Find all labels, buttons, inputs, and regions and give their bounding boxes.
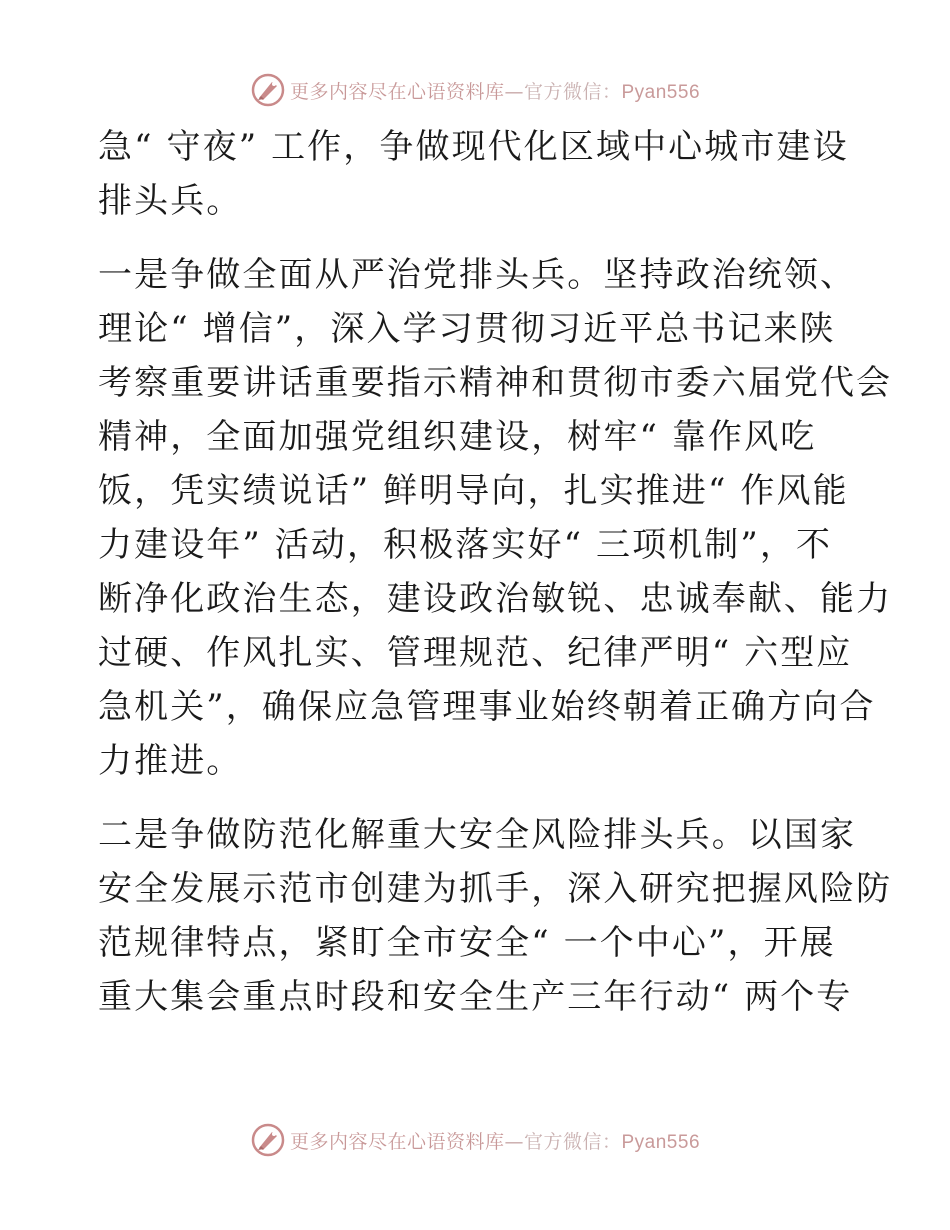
text-line: 一是争做全面从严治党排头兵。坚持政治统领、 bbox=[98, 255, 857, 295]
text-line: 精神，全面加强党组织建设，树牢“ 靠作风吃 bbox=[98, 417, 817, 457]
pen-nib-logo-icon bbox=[250, 72, 286, 108]
watermark-site-name: 更多内容尽在心语资料库 bbox=[289, 80, 505, 103]
text-line: 急“ 守夜” 工作，争做现代化区域中心城市建设 bbox=[98, 127, 849, 167]
pen-nib-logo-icon bbox=[250, 1122, 286, 1158]
watermark-wechat-id: Pyan556 bbox=[621, 81, 701, 103]
text-line: 范规律特点，紧盯全市安全“ 一个中心”，开展 bbox=[98, 923, 836, 963]
document-body bbox=[98, 120, 893, 1024]
text-line: 断净化政治生态，建设政治敏锐、忠诚奉献、能力 bbox=[98, 579, 893, 619]
text-line: 力推进。 bbox=[98, 741, 243, 781]
text-line: 力建设年” 活动，积极落实好“ 三项机制”，不 bbox=[98, 525, 833, 565]
paragraph-1 bbox=[98, 120, 850, 228]
text-line: 重大集会重点时段和安全生产三年行动“ 两个专 bbox=[98, 977, 853, 1017]
watermark-site-name: 更多内容尽在心语资料库 bbox=[289, 1130, 505, 1153]
text-line: 急机关”，确保应急管理事业始终朝着正确方向合 bbox=[98, 687, 876, 727]
text-line: 饭，凭实绩说话” 鲜明导向，扎实推进“ 作风能 bbox=[98, 471, 849, 511]
watermark-wechat-id: Pyan556 bbox=[621, 1131, 701, 1153]
text-line: 过硬、作风扎实、管理规范、纪律严明“ 六型应 bbox=[98, 633, 853, 673]
text-line: 排头兵。 bbox=[98, 181, 243, 221]
watermark-separator: — bbox=[504, 80, 524, 103]
text-line: 理论“ 增信”，深入学习贯彻习近平总书记来陕 bbox=[98, 309, 836, 349]
watermark-wechat-label: 官方微信： bbox=[523, 80, 622, 103]
footer-watermark bbox=[0, 1120, 950, 1160]
text-line: 安全发展示范市创建为抓手，深入研究把握风险防 bbox=[98, 869, 893, 909]
watermark-wechat-label: 官方微信： bbox=[523, 1130, 622, 1153]
text-line: 考察重要讲话重要指示精神和贯彻市委六届党代会 bbox=[98, 363, 893, 403]
text-line: 二是争做防范化解重大安全风险排头兵。以国家 bbox=[98, 815, 857, 855]
header-watermark bbox=[0, 70, 950, 110]
paragraph-2 bbox=[98, 248, 893, 788]
paragraph-3 bbox=[98, 808, 893, 1024]
watermark-separator: — bbox=[504, 1130, 524, 1153]
